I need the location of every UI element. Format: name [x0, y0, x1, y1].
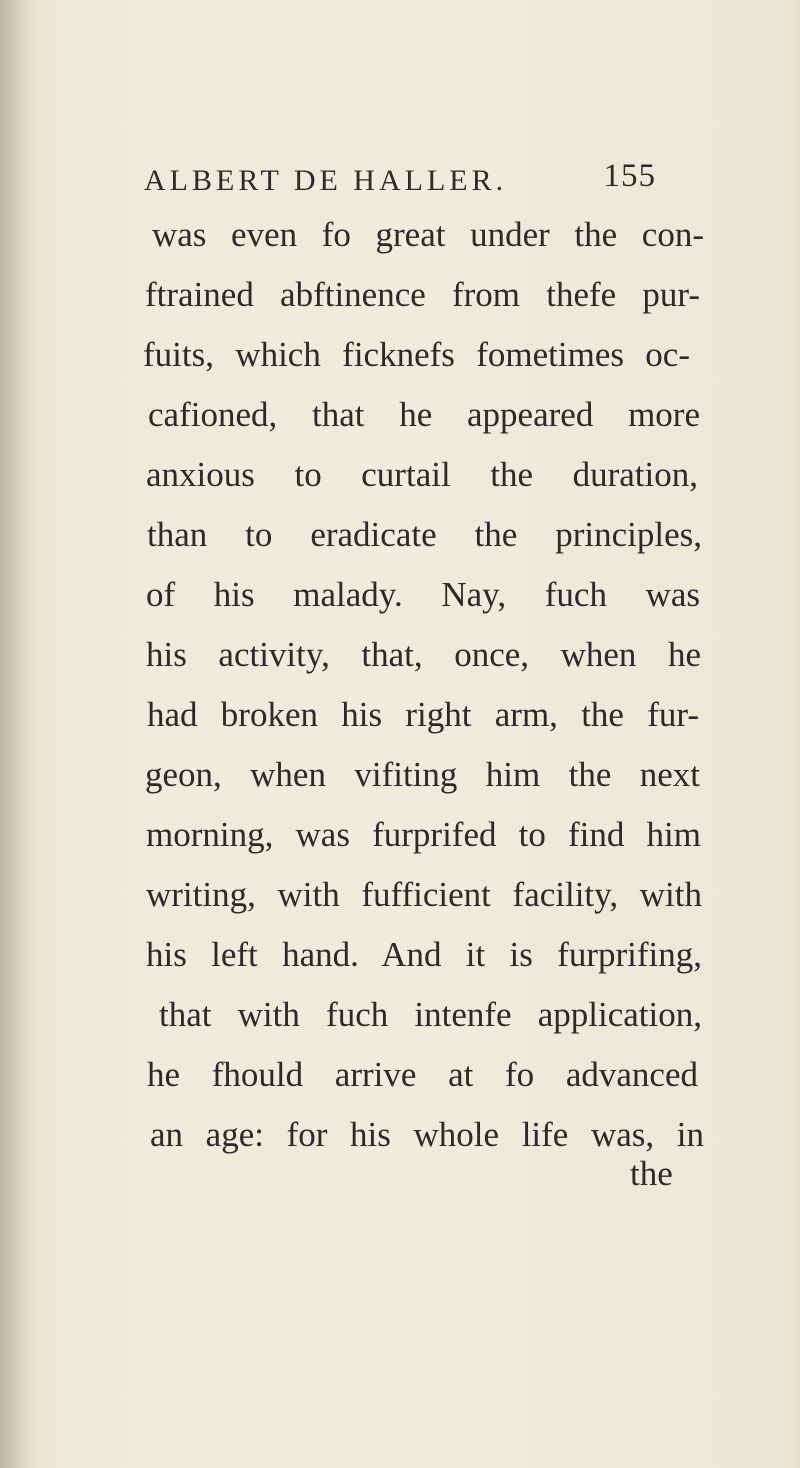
text-line: had broken his right arm, the fur- — [147, 695, 699, 734]
text-line: writing, with fufficient facility, with — [146, 875, 702, 914]
text-line: his activity, that, once, when he — [146, 635, 701, 674]
body-text — [143, 205, 710, 1165]
binding-shadow — [0, 0, 36, 1468]
text-line: of his malady. Nay, fuch was — [146, 575, 700, 614]
catchword: the — [630, 1154, 673, 1193]
text-line: morning, was furprifed to find him — [146, 815, 701, 854]
text-line: cafioned, that he appeared more — [148, 395, 700, 434]
page-header — [140, 158, 700, 208]
text-line: anxious to curtail the duration, — [146, 455, 698, 494]
text-line: an age: for his whole life was, in — [150, 1115, 704, 1154]
text-line: he fhould arrive at fo advanced — [147, 1055, 698, 1094]
text-line: that with fuch intenfe application, — [159, 995, 702, 1034]
text-line: than to eradicate the principles, — [147, 515, 702, 554]
text-line: his left hand. And it is furprifing, — [146, 935, 702, 974]
text-line: ftrained abftinence from thefe pur- — [145, 275, 700, 314]
text-line: geon, when vifiting him the next — [145, 755, 700, 794]
page-number: 155 — [603, 158, 656, 194]
text-line: fuits, which ficknefs fometimes oc- — [143, 335, 690, 374]
text-line: was even fo great under the con- — [152, 215, 704, 254]
running-head: ALBERT DE HALLER. — [144, 164, 508, 197]
